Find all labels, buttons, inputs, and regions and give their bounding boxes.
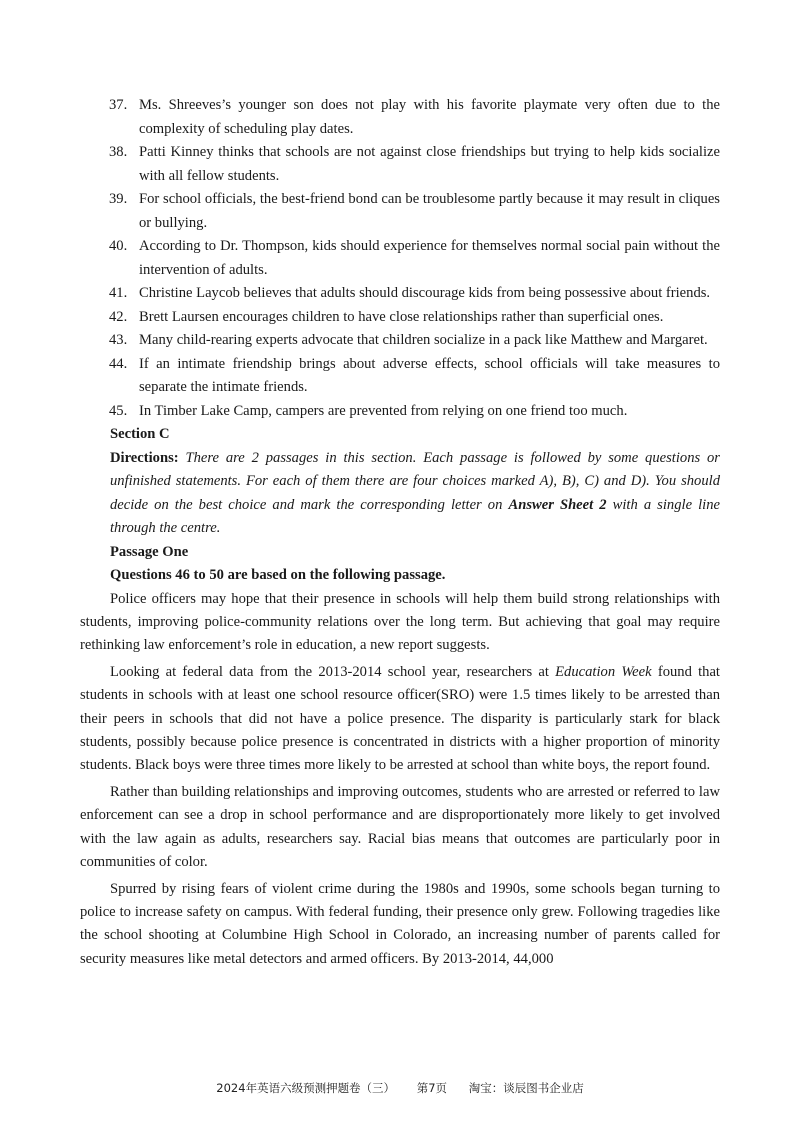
- directions-label: Directions:: [110, 449, 179, 466]
- question-number: 42.: [109, 308, 128, 325]
- passage-title: Passage One: [110, 543, 189, 560]
- question-text: Patti Kinney thinks that schools are not against close friendships but trying to help kids socialize with all fellow students.: [139, 144, 720, 184]
- question-item: [80, 188, 720, 235]
- question-number: 40.: [109, 238, 128, 254]
- question-item: [80, 353, 720, 400]
- footer-page-number: 第7页: [416, 1081, 448, 1095]
- footer-exam-title: 2024年英语六级预测押题卷（三）: [216, 1081, 396, 1095]
- question-text: Many child-rearing experts advocate that children socialize in a pack like Matthew and Margaret.: [139, 332, 708, 348]
- page-footer: [0, 1080, 800, 1096]
- question-item: [80, 94, 720, 141]
- question-item: [80, 329, 720, 353]
- directions-text-end: with a single line through the centre.: [110, 496, 720, 536]
- passage-paragraph: [80, 661, 720, 777]
- question-item: [80, 282, 720, 306]
- page-content: [80, 94, 720, 975]
- question-number: 43.: [109, 332, 128, 348]
- paragraph-text: Looking at federal data from the 2013-2014 school year, researchers at: [110, 664, 549, 681]
- question-list: [80, 94, 720, 423]
- footer-shop: 淘宝：谈辰图书企业店: [468, 1081, 584, 1095]
- question-number: 37.: [109, 97, 128, 113]
- question-item: [80, 235, 720, 282]
- question-number: 44.: [109, 355, 128, 372]
- section-c-title: Section C: [110, 426, 170, 442]
- publication-name: Education Week: [555, 664, 652, 681]
- question-number: 45.: [109, 402, 128, 419]
- question-text: Brett Laursen encourages children to have close relationships rather than superficial ones.: [139, 308, 664, 325]
- passage-paragraph: Police officers may hope that their presence in schools will help them build strong relationships with students, improving police-community relations over the long term. But achieving that goal may require rethinking law enforcement’s role in education, a new report suggests.: [80, 590, 720, 653]
- question-number: 39.: [109, 191, 128, 207]
- question-item: [80, 306, 720, 330]
- directions-emphasis: Answer Sheet 2: [508, 496, 607, 513]
- question-text: Ms. Shreeves’s younger son does not play with his favorite playmate very often due to the complexity of scheduling play dates.: [139, 97, 720, 137]
- passage-paragraph: Spurred by rising fears of violent crime during the 1980s and 1990s, some schools began turning to police to increase safety on campus. With federal funding, their presence only grew. Following tragedies like the school shooting at Columbine High School in Colorado, an increasing number of parents called for security measures like metal detectors and armed officers. By 2013-2014, 44,000: [80, 880, 720, 967]
- question-number: 41.: [109, 285, 128, 301]
- question-text: In Timber Lake Camp, campers are prevented from relying on one friend too much.: [139, 402, 628, 419]
- passage-paragraph: Rather than building relationships and improving outcomes, students who are arrested or referred to law enforcement can see a drop in school performance and are disproportionately more likely to get involved with the law again as adults, researchers say. Racial bias means that outcomes are particularly poor in communities of color.: [80, 784, 720, 870]
- question-text: For school officials, the best-friend bond can be troublesome partly because it may result in cliques or bullying.: [139, 191, 720, 231]
- passage-subtitle: Questions 46 to 50 are based on the following passage.: [110, 567, 446, 583]
- directions-text: There are 2 passages in this section. Each passage is followed by some questions or unfinished statements. For each of them there are four choices marked A), B), C) and D). You should decide on the best choice and mark the corresponding letter on: [110, 449, 720, 513]
- question-item: [80, 141, 720, 188]
- question-text: If an intimate friendship brings about adverse effects, school officials will take measures to separate the intimate friends.: [139, 355, 720, 395]
- directions: [80, 447, 720, 541]
- paragraph-text: found that students in schools with at least one school resource officer(SRO) were 1.5 times likely to be arrested than their peers in schools that did not have a police presence. The disparity is particularly stark for black students, possibly because police presence is concentrated in districts with a higher proportion of minority students. Black boys were three times more likely to be arrested at school than white boys, the report found.: [80, 664, 720, 773]
- question-text: According to Dr. Thompson, kids should experience for themselves normal social pain without the intervention of adults.: [139, 238, 720, 278]
- question-item: [80, 400, 720, 424]
- question-text: Christine Laycob believes that adults should discourage kids from being possessive about friends.: [139, 285, 711, 301]
- question-number: 38.: [109, 144, 128, 160]
